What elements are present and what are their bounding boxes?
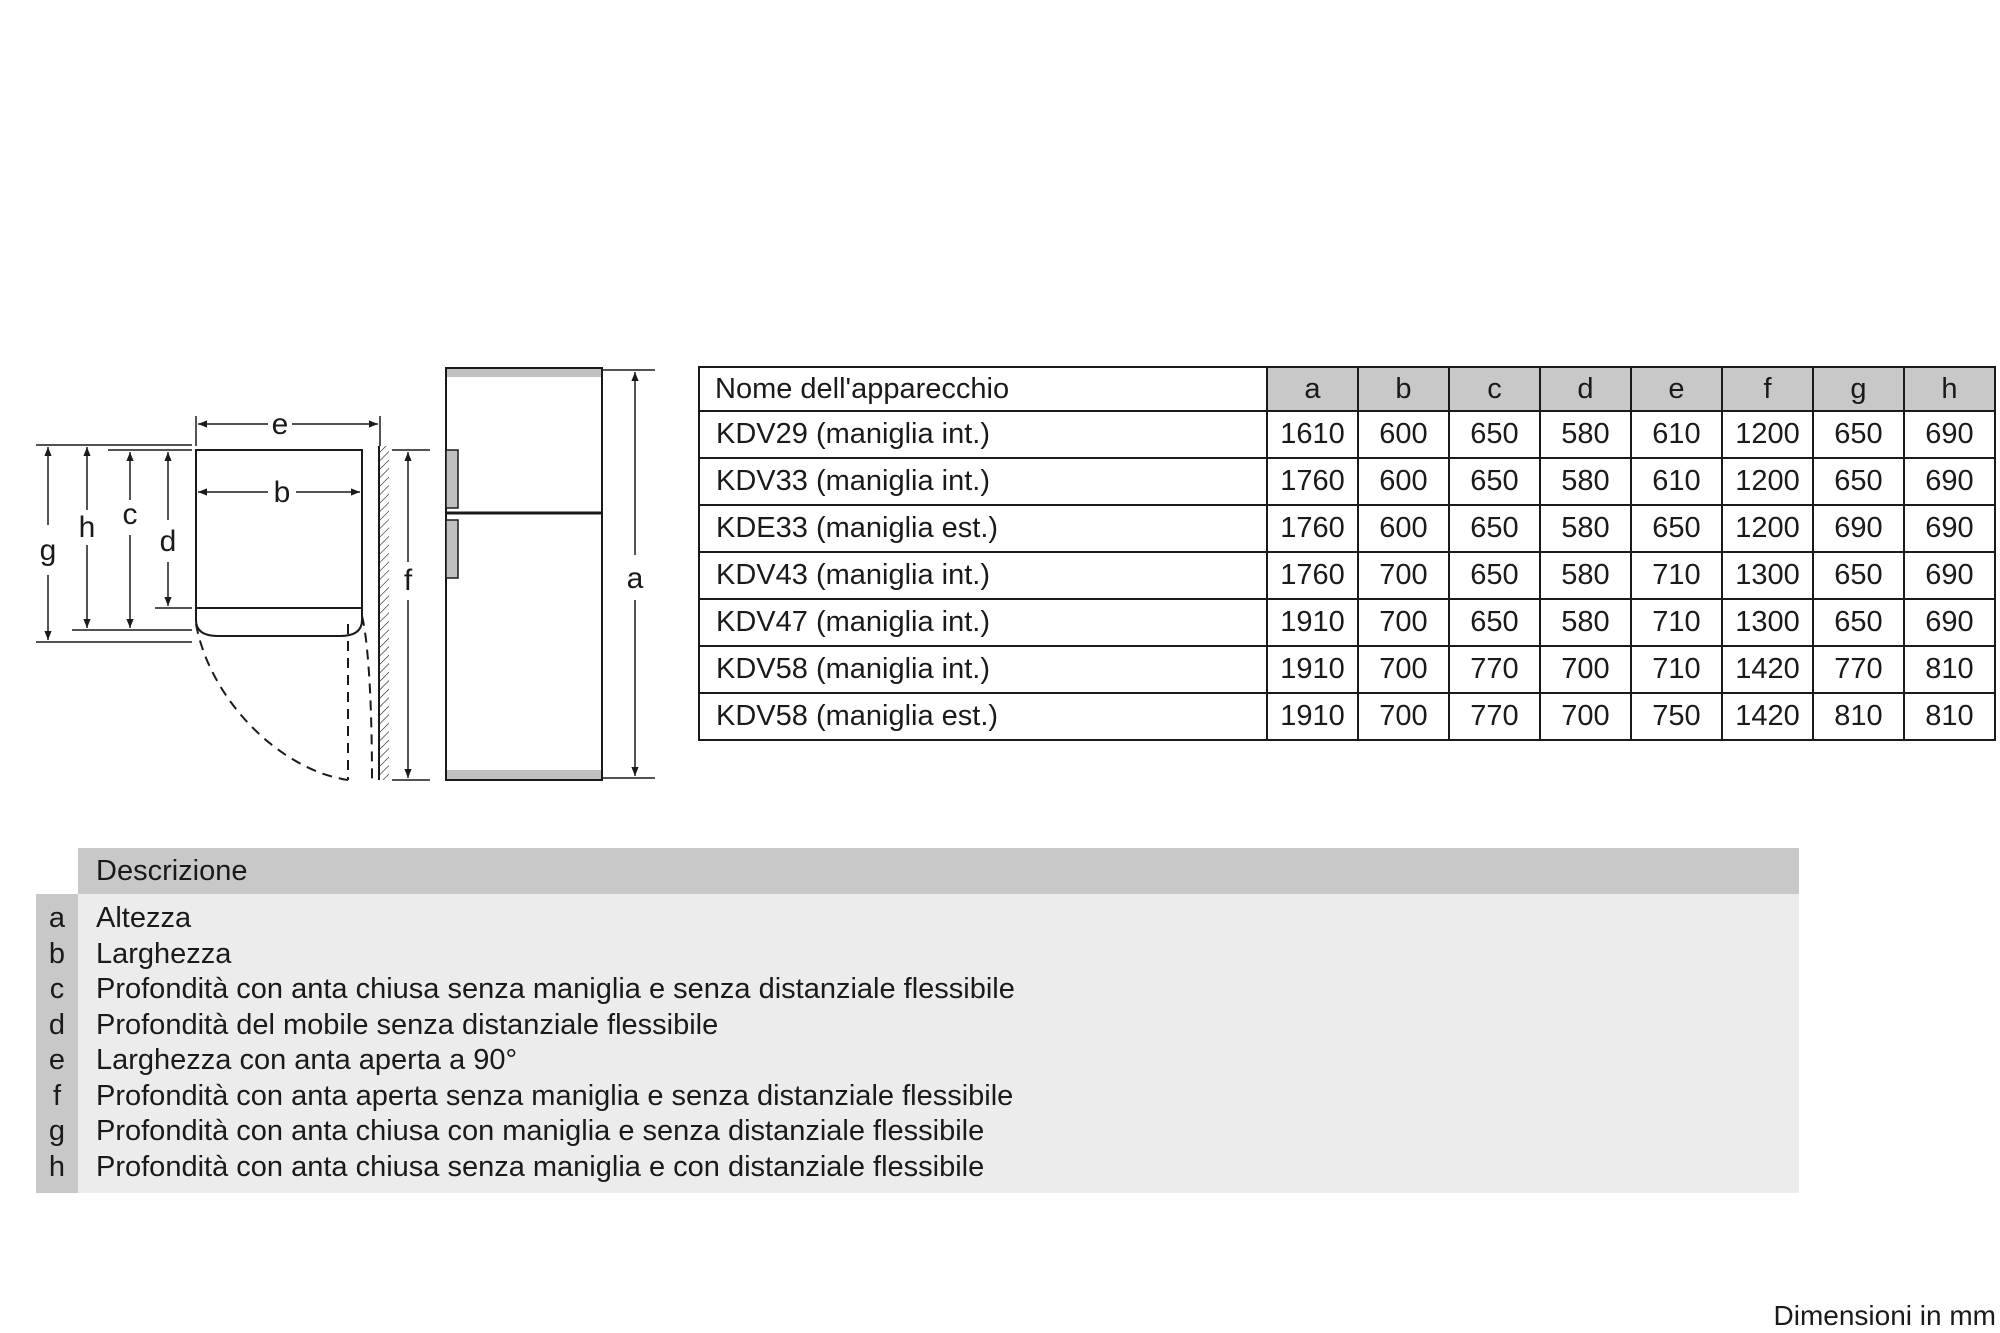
- table-cell: 650: [1813, 599, 1904, 646]
- column-header: f: [1722, 367, 1813, 411]
- table-cell: 700: [1358, 646, 1449, 693]
- legend-text: Profondità del mobile senza distanziale flessibile: [96, 1008, 719, 1041]
- label-h: h: [78, 511, 96, 544]
- table-cell: 700: [1540, 693, 1631, 740]
- table-cell: 750: [1631, 693, 1722, 740]
- legend-key: b: [48, 937, 66, 970]
- table-cell: 650: [1449, 599, 1540, 646]
- legend-body: [36, 894, 1799, 1193]
- legend-text: Profondità con anta chiusa con maniglia e senza distanziale flessibile: [96, 1115, 985, 1147]
- table-cell: 1300: [1722, 599, 1813, 646]
- table-cell: 690: [1813, 505, 1904, 552]
- model-name: KDV47 (maniglia int.): [699, 599, 1267, 646]
- table-cell: 1610: [1267, 411, 1358, 458]
- column-header-name: Nome dell'apparecchio: [699, 367, 1267, 411]
- model-name: KDV58 (maniglia est.): [699, 693, 1267, 740]
- table-cell: 580: [1540, 552, 1631, 599]
- table-cell: 650: [1813, 552, 1904, 599]
- table-row: [699, 599, 1995, 646]
- table-cell: 1910: [1267, 599, 1358, 646]
- label-f: f: [403, 564, 413, 597]
- table-cell: 1910: [1267, 693, 1358, 740]
- column-header: e: [1631, 367, 1722, 411]
- top-view-door: [196, 608, 362, 636]
- legend-texts: [78, 894, 1799, 1193]
- table-cell: 1910: [1267, 646, 1358, 693]
- table-cell: 1760: [1267, 552, 1358, 599]
- legend-key: e: [48, 1044, 66, 1076]
- label-b: b: [273, 476, 291, 509]
- table-cell: 580: [1540, 411, 1631, 458]
- upper-handle: [446, 450, 458, 508]
- table-cell: 690: [1904, 411, 1995, 458]
- wall-hatch: [379, 446, 389, 780]
- dimensions-table: [698, 366, 1996, 741]
- legend-text: Larghezza con anta aperta a 90°: [96, 1044, 518, 1076]
- table-cell: 650: [1631, 505, 1722, 552]
- table-cell: 600: [1358, 458, 1449, 505]
- bottom-band: [447, 770, 601, 779]
- table-cell: 600: [1358, 505, 1449, 552]
- lower-handle: [446, 520, 458, 578]
- table-cell: 700: [1358, 552, 1449, 599]
- table-row: [699, 646, 1995, 693]
- table-cell: 1420: [1722, 646, 1813, 693]
- table-cell: 710: [1631, 646, 1722, 693]
- unit-note: Dimensioni in mm: [1773, 1300, 1996, 1331]
- legend-text: Profondità con anta aperta senza maniglia e senza distanziale flessibile: [96, 1079, 1014, 1112]
- column-header: d: [1540, 367, 1631, 411]
- legend-key: d: [48, 1008, 66, 1041]
- label-g: g: [39, 534, 57, 567]
- table-row: [699, 411, 1995, 458]
- front-view: [446, 368, 602, 780]
- model-name: KDE33 (maniglia est.): [699, 505, 1267, 552]
- model-name: KDV33 (maniglia int.): [699, 458, 1267, 505]
- table-cell: 700: [1540, 646, 1631, 693]
- table-cell: 690: [1904, 505, 1995, 552]
- table-cell: 810: [1904, 693, 1995, 740]
- legend-text: Altezza: [96, 902, 192, 934]
- legend-key: c: [49, 973, 65, 1005]
- table-cell: 580: [1540, 599, 1631, 646]
- table-cell: 1200: [1722, 458, 1813, 505]
- legend-key: h: [48, 1150, 66, 1183]
- table-cell: 580: [1540, 458, 1631, 505]
- top-view-body: [196, 450, 362, 608]
- table-cell: 1760: [1267, 505, 1358, 552]
- label-a: a: [626, 562, 644, 595]
- legend-text: Profondità con anta chiusa senza maniglia e con distanziale flessibile: [96, 1150, 985, 1183]
- table-cell: 1760: [1267, 458, 1358, 505]
- table-cell: 770: [1813, 646, 1904, 693]
- table-cell: 770: [1449, 693, 1540, 740]
- legend-text: Larghezza: [96, 937, 232, 970]
- table-cell: 710: [1631, 599, 1722, 646]
- model-name: KDV58 (maniglia int.): [699, 646, 1267, 693]
- table-cell: 600: [1358, 411, 1449, 458]
- column-header: b: [1358, 367, 1449, 411]
- table-row: [699, 693, 1995, 740]
- table-cell: 650: [1449, 411, 1540, 458]
- door-open-outline: [362, 616, 372, 780]
- table-row: [699, 458, 1995, 505]
- table-row: [699, 505, 1995, 552]
- table-cell: 700: [1358, 599, 1449, 646]
- label-e: e: [271, 408, 289, 441]
- legend-keys: [36, 894, 78, 1193]
- door-swing-arc: [196, 624, 348, 780]
- legend-key: g: [48, 1115, 66, 1147]
- table-cell: 810: [1904, 646, 1995, 693]
- table-cell: 1300: [1722, 552, 1813, 599]
- model-name: KDV29 (maniglia int.): [699, 411, 1267, 458]
- table-cell: 770: [1449, 646, 1540, 693]
- fridge-dimension-diagram: [0, 0, 680, 800]
- table-cell: 650: [1813, 458, 1904, 505]
- table-cell: 650: [1449, 552, 1540, 599]
- table-cell: 1420: [1722, 693, 1813, 740]
- table-cell: 610: [1631, 458, 1722, 505]
- top-band: [447, 369, 601, 377]
- column-header: a: [1267, 367, 1358, 411]
- legend-text: Profondità con anta chiusa senza maniglia e senza distanziale flessibile: [96, 973, 1015, 1005]
- label-d: d: [159, 525, 177, 558]
- column-header: c: [1449, 367, 1540, 411]
- table-cell: 1200: [1722, 505, 1813, 552]
- column-header: h: [1904, 367, 1995, 411]
- table-cell: 650: [1449, 458, 1540, 505]
- table-cell: 650: [1449, 505, 1540, 552]
- description-legend: [36, 848, 1799, 1193]
- front-view-body: [446, 368, 602, 780]
- table-cell: 690: [1904, 599, 1995, 646]
- column-header: g: [1813, 367, 1904, 411]
- table-header-row: [699, 367, 1995, 411]
- table-cell: 650: [1813, 411, 1904, 458]
- table-cell: 1200: [1722, 411, 1813, 458]
- model-name: KDV43 (maniglia int.): [699, 552, 1267, 599]
- legend-key: a: [48, 902, 66, 934]
- table-cell: 690: [1904, 458, 1995, 505]
- table-cell: 580: [1540, 505, 1631, 552]
- label-c: c: [122, 498, 138, 531]
- table-cell: 710: [1631, 552, 1722, 599]
- table-cell: 810: [1813, 693, 1904, 740]
- table-row: [699, 552, 1995, 599]
- table-cell: 690: [1904, 552, 1995, 599]
- legend-header: Descrizione: [78, 848, 1799, 894]
- table-cell: 610: [1631, 411, 1722, 458]
- legend-key: f: [52, 1079, 62, 1112]
- table-cell: 700: [1358, 693, 1449, 740]
